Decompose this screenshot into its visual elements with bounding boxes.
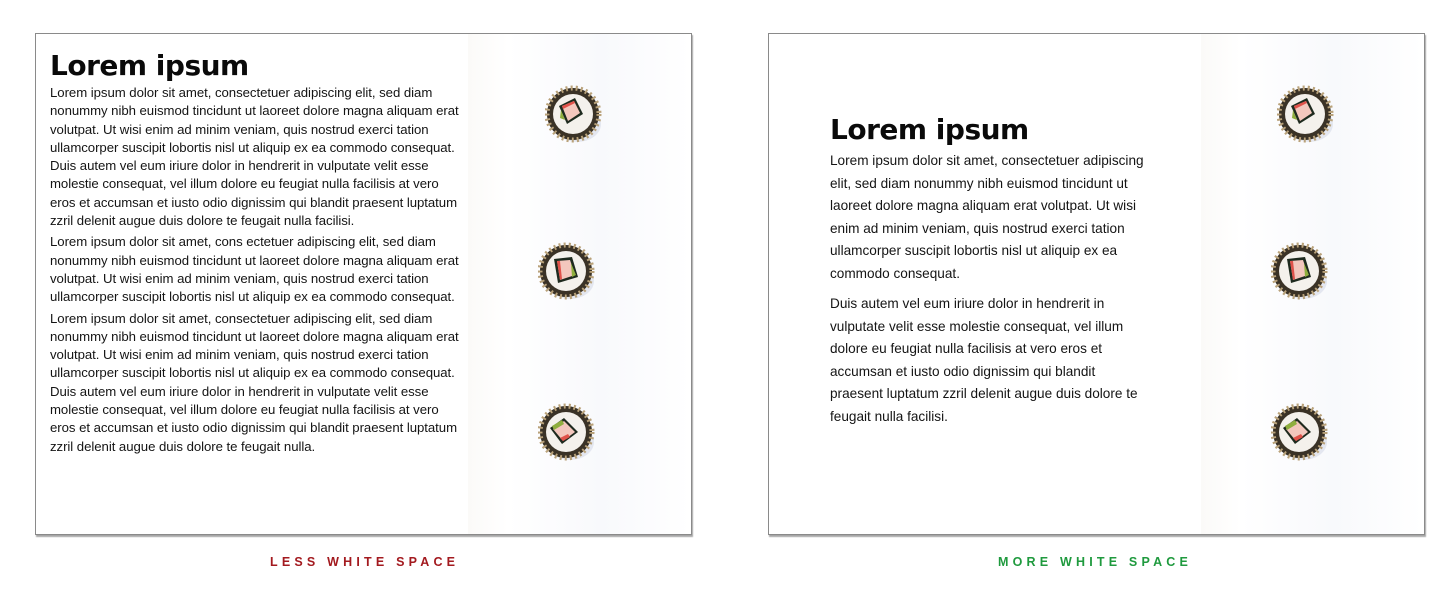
sushi-roll-image: [1277, 84, 1335, 146]
caption-more-white-space: MORE WHITE SPACE: [998, 555, 1193, 569]
sushi-roll-image: [1271, 402, 1329, 464]
heading: Lorem ipsum: [50, 49, 249, 82]
paragraph: Lorem ipsum dolor sit amet, consectetuer adipiscing elit, sed diam nonummy nibh euismod tincidunt ut laoreet dolore magna aliquam erat volutpat. Ut wisi enim ad minim veniam, quis nostrud exerci tation ullamcorper suscipit lobortis nisl ut aliquip ex ea commodo consequat.: [830, 153, 1144, 281]
more-white-space-example: [768, 33, 1425, 535]
paragraph: Lorem ipsum dolor sit amet, consectetuer adipiscing elit, sed diam nonummy nibh euismod tincidunt ut laoreet dolore magna aliquam erat volutpat. Ut wisi enim ad minim veniam, quis nostrud exerci tation ullamcorper suscipit lobortis nisl ut aliquip ex ea commodo consequat. Duis autem vel eum iriure dolor in hendrerit in vulputate velit esse molestie consequat, vel illum dolore eu feugiat nulla facilisis at vero eros et accumsan et iusto odio dignissim qui blandit praesent luptatum zzril delenit augue duis dolore te feugait nulla facilisi.: [50, 85, 459, 229]
sushi-roll-image: [538, 241, 596, 303]
less-white-space-example: [35, 33, 692, 535]
sushi-roll-image: [1271, 241, 1329, 303]
sushi-roll-image: [545, 84, 603, 146]
paragraph: Lorem ipsum dolor sit amet, cons ectetuer adipiscing elit, sed diam nonummy nibh euismod tincidunt ut laoreet dolore magna aliquam erat volutpat. Ut wisi enim ad minim veniam, quis nostrud exerci tation ullamcorper suscipit lobortis nisl ut aliquip ex ea commodo consequat.: [50, 234, 459, 305]
sushi-roll-image: [538, 402, 596, 464]
paragraph: Duis autem vel eum iriure dolor in hendrerit in vulputate velit esse molestie consequat, vel illum dolore eu feugiat nulla facilisis at vero eros et accumsan et iusto odio dignissim qui blandit praesent luptatum zzril delenit augue duis dolore te feugait nulla facilisi.: [830, 296, 1138, 424]
text-column: [830, 110, 1150, 436]
sushi-photo: [1201, 34, 1423, 534]
heading: Lorem ipsum: [830, 113, 1029, 146]
paragraph: Lorem ipsum dolor sit amet, consectetuer adipiscing elit, sed diam nonummy nibh euismod tincidunt ut laoreet dolore magna aliquam erat volutpat. Ut wisi enim ad minim veniam, quis nostrud exerci tation ullamcorper suscipit lobortis nisl ut aliquip ex ea commodo consequat. Duis autem vel eum iriure dolor in hendrerit in vulputate velit esse molestie consequat, vel illum dolore eu feugiat nulla facilisis at vero eros et accumsan et iusto odio dignissim qui blandit praesent luptatum zzril delenit augue duis dolore te feugait nulla.: [50, 310, 459, 454]
text-column: [50, 48, 465, 459]
sushi-photo: [468, 34, 690, 534]
caption-less-white-space: LESS WHITE SPACE: [270, 555, 460, 569]
